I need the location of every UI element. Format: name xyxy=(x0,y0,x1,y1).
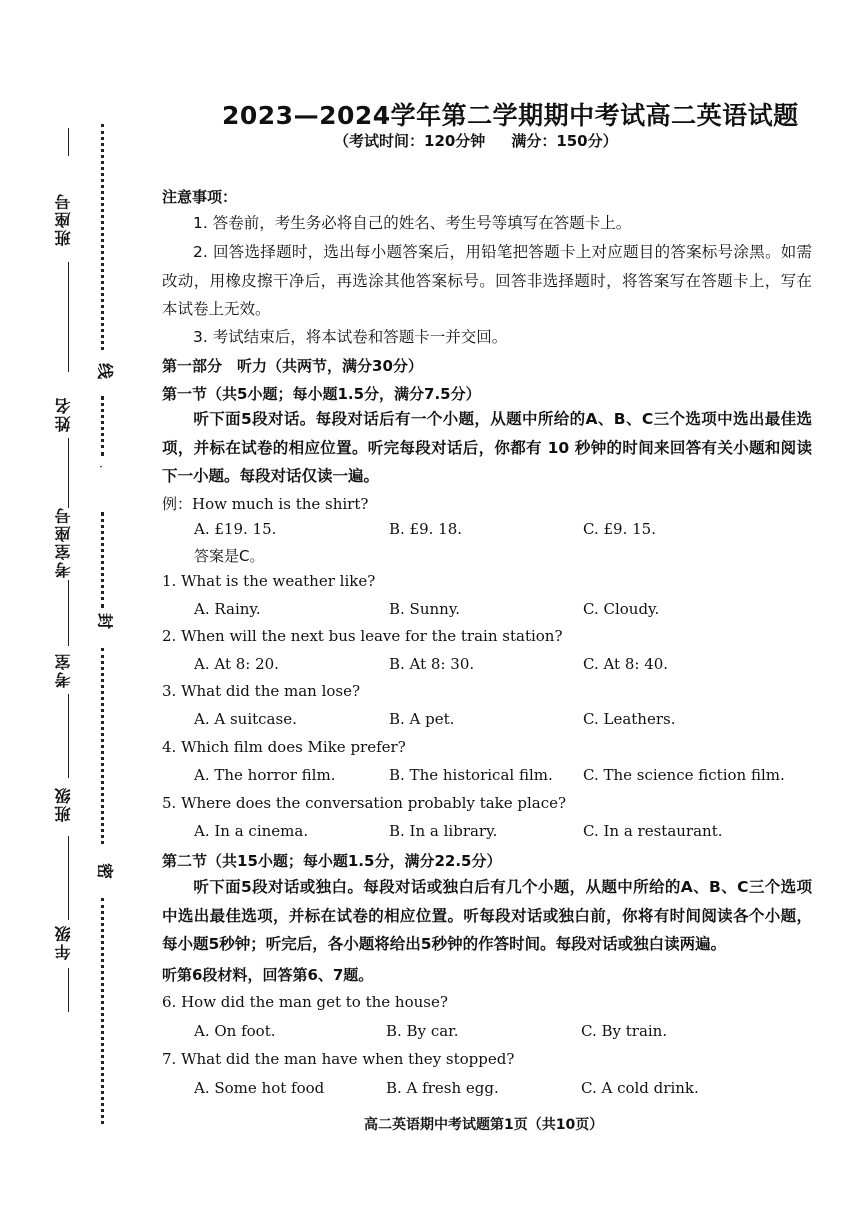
q7-option-a: A. Some hot food xyxy=(194,1079,325,1097)
notice-item-2: 2. 回答选择题时，选出每小题答案后，用铅笔把答题卡上对应题目的答案标号涂黑。如需改动，用橡皮擦干净后，再选涂其他答案标号。回答非选择题时，将答案写在答题卡上，写在本试卷上无效。 xyxy=(162,243,812,318)
exam-title: 2023—2024学年第二学期期中考试高二英语试题 xyxy=(222,101,799,130)
exam-score: 满分：150分） xyxy=(511,132,618,150)
seal-dotted-line xyxy=(101,648,104,844)
section1-instructions: 听下面5段对话。每段对话后有一个小题，从题中所给的A、B、C三个选项中选出最佳选项，并标在试卷的相应位置。听完每段对话后，你都有 10 秒钟的时间来回答有关小题和阅读下一小题。每段对话仅读一遍。 xyxy=(162,410,812,485)
q1-option-a: A. Rainy. xyxy=(194,600,261,618)
field-line xyxy=(68,836,69,920)
seal-dotted-line xyxy=(101,512,104,608)
seal-char-seal: 封 xyxy=(97,610,114,630)
q6-option-b: B. By car. xyxy=(386,1022,459,1040)
section1-heading: 第一节（共5小题；每小题1.5分，满分7.5分） xyxy=(162,385,481,403)
field-line xyxy=(68,262,69,372)
q5-option-b: B. In a library. xyxy=(389,822,498,840)
question-3: 3. What did the man lose? xyxy=(162,682,361,700)
exam-subtitle xyxy=(334,130,618,151)
field-line xyxy=(68,580,69,646)
example-option-c: C. £9. 15. xyxy=(583,520,656,538)
page-footer: 高二英语期中考试题第1页（共10页） xyxy=(364,1117,604,1133)
notice-item-3: 3. 考试结束后，将本试卷和答题卡一并交回。 xyxy=(193,328,508,346)
section2-material: 听第6段材料，回答第6、7题。 xyxy=(162,966,374,984)
q7-option-b: B. A fresh egg. xyxy=(386,1079,499,1097)
question-7: 7. What did the man have when they stopped? xyxy=(162,1050,515,1068)
seal-dotted-line xyxy=(101,124,104,350)
field-line xyxy=(68,968,69,1012)
field-label-room: 考室 xyxy=(54,652,73,688)
q2-option-a: A. At 8: 20. xyxy=(194,655,279,673)
q5-option-a: A. In a cinema. xyxy=(194,822,309,840)
question-6: 6. How did the man get to the house? xyxy=(162,993,448,1011)
field-label-name: 姓名 xyxy=(54,396,73,432)
q4-option-a: A. The horror film. xyxy=(194,766,336,784)
field-line xyxy=(68,438,69,508)
q1-option-b: B. Sunny. xyxy=(389,600,461,618)
binding-margin xyxy=(0,0,130,1216)
section2-instructions: 听下面5段对话或独白。每段对话或独白后有几个小题，从题中所给的A、B、C三个选项中选出最佳选项，并标在试卷的相应位置。听每段对话或独白前，你将有时间阅读各个小题，每小题5秒钟；听完后，各小题将给出5秒钟的作答时间。每段对话或独白读两遍。 xyxy=(162,878,812,953)
q1-option-c: C. Cloudy. xyxy=(583,600,660,618)
q3-option-a: A. A suitcase. xyxy=(194,710,297,728)
question-1: 1. What is the weather like? xyxy=(162,572,376,590)
seal-dotted-line xyxy=(101,898,104,1124)
q6-option-c: C. By train. xyxy=(581,1022,668,1040)
seal-dotted-line xyxy=(101,396,104,456)
field-line xyxy=(68,694,69,778)
field-label-class-seat: 班座号 xyxy=(54,192,73,246)
q6-option-a: A. On foot. xyxy=(194,1022,276,1040)
q4-option-b: B. The historical film. xyxy=(389,766,553,784)
section2-heading: 第二节（共15小题；每小题1.5分，满分22.5分） xyxy=(162,852,502,870)
field-label-class: 班级 xyxy=(54,786,73,822)
question-2: 2. When will the next bus leave for the train station? xyxy=(162,627,563,645)
q7-option-c: C. A cold drink. xyxy=(581,1079,699,1097)
seal-dot: · xyxy=(99,460,103,474)
example-option-b: B. £9. 18. xyxy=(389,520,463,538)
q5-option-c: C. In a restaurant. xyxy=(583,822,723,840)
field-label-grade: 年级 xyxy=(54,924,73,960)
part1-heading: 第一部分 听力（共两节，满分30分） xyxy=(162,357,423,375)
question-5: 5. Where does the conversation probably take place? xyxy=(162,794,567,812)
question-4: 4. Which film does Mike prefer? xyxy=(162,738,406,756)
seal-char-secret: 密 xyxy=(97,860,114,880)
example-answer: 答案是C。 xyxy=(194,547,265,565)
q3-option-c: C. Leathers. xyxy=(583,710,676,728)
exam-time: （考试时间：120分钟 xyxy=(334,132,486,150)
notice-item-1: 1. 答卷前，考生务必将自己的姓名、考生号等填写在答题卡上。 xyxy=(193,214,632,232)
notice-heading: 注意事项： xyxy=(162,188,238,206)
q4-option-c: C. The science fiction film. xyxy=(583,766,785,784)
q3-option-b: B. A pet. xyxy=(389,710,455,728)
q2-option-c: C. At 8: 40. xyxy=(583,655,669,673)
q2-option-b: B. At 8: 30. xyxy=(389,655,475,673)
field-line xyxy=(68,128,69,156)
seal-char-line: 线 xyxy=(97,360,114,380)
example-option-a: A. £19. 15. xyxy=(194,520,277,538)
example-question: 例：How much is the shirt? xyxy=(162,495,369,513)
field-label-room-seat: 考室座号 xyxy=(54,506,73,578)
